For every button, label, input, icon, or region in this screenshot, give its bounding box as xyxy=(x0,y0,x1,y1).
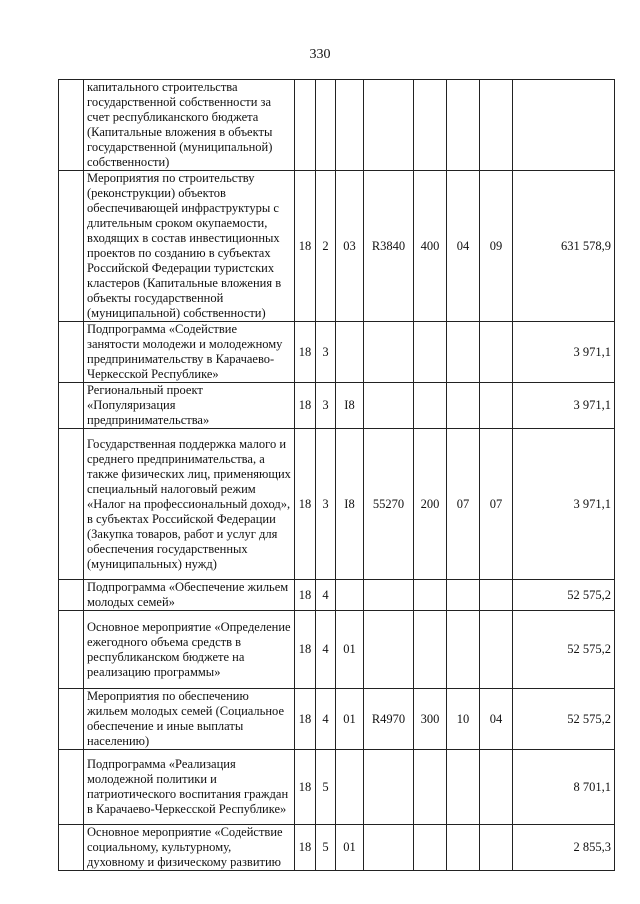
ministry-code-cell: 18 xyxy=(295,580,316,611)
subsection-cell: 07 xyxy=(480,429,513,580)
ministry-code-cell: 18 xyxy=(295,750,316,825)
table-row xyxy=(59,429,615,580)
ministry-code-cell: 18 xyxy=(295,171,316,322)
index-cell xyxy=(59,825,84,871)
subprogram-code-cell: 5 xyxy=(316,825,336,871)
amount-cell: 631 578,9 xyxy=(513,171,615,322)
table-row xyxy=(59,689,615,750)
direction-code-cell: R4970 xyxy=(364,689,414,750)
amount-cell: 8 701,1 xyxy=(513,750,615,825)
amount-cell: 3 971,1 xyxy=(513,429,615,580)
item-name-cell: Региональный проект «Популяризация предпринимательства» xyxy=(84,383,295,429)
activity-code-cell xyxy=(336,80,364,171)
table-row xyxy=(59,80,615,171)
expense-type-cell xyxy=(414,383,447,429)
ministry-code-cell: 18 xyxy=(295,825,316,871)
ministry-code-cell: 18 xyxy=(295,689,316,750)
subprogram-code-cell: 4 xyxy=(316,580,336,611)
subsection-cell xyxy=(480,750,513,825)
direction-code-cell: R3840 xyxy=(364,171,414,322)
subprogram-code-cell: 3 xyxy=(316,429,336,580)
expense-type-cell xyxy=(414,611,447,689)
amount-cell: 2 855,3 xyxy=(513,825,615,871)
index-cell xyxy=(59,750,84,825)
item-name-cell: Мероприятия по строительству (реконструкции) объектов обеспечивающей инфраструктуры с длительным сроком окупаемости, входящих в состав инвестиционных проектов по созданию в субъектах Российской Федерации туристских кластеров (Капитальные вложения в объекты государственной (муниципальной) собственности) xyxy=(84,171,295,322)
amount-cell: 3 971,1 xyxy=(513,383,615,429)
table-row xyxy=(59,750,615,825)
item-name-cell: капитального строительства государственной собственности за счет республиканского бюджета (Капитальные вложения в объекты государственной (муниципальной) собственности) xyxy=(84,80,295,171)
table-row xyxy=(59,171,615,322)
subsection-cell xyxy=(480,611,513,689)
index-cell xyxy=(59,171,84,322)
amount-cell xyxy=(513,80,615,171)
activity-code-cell: 01 xyxy=(336,689,364,750)
direction-code-cell xyxy=(364,322,414,383)
activity-code-cell xyxy=(336,580,364,611)
index-cell xyxy=(59,80,84,171)
activity-code-cell: I8 xyxy=(336,429,364,580)
expense-type-cell xyxy=(414,80,447,171)
ministry-code-cell xyxy=(295,80,316,171)
section-cell xyxy=(447,611,480,689)
expense-type-cell xyxy=(414,322,447,383)
section-cell xyxy=(447,580,480,611)
activity-code-cell: 01 xyxy=(336,611,364,689)
activity-code-cell xyxy=(336,322,364,383)
page-number: 330 xyxy=(309,47,331,62)
section-cell xyxy=(447,825,480,871)
table-row xyxy=(59,825,615,871)
activity-code-cell xyxy=(336,750,364,825)
direction-code-cell xyxy=(364,750,414,825)
table-row xyxy=(59,580,615,611)
expense-type-cell: 300 xyxy=(414,689,447,750)
direction-code-cell xyxy=(364,825,414,871)
section-cell xyxy=(447,750,480,825)
expense-type-cell: 400 xyxy=(414,171,447,322)
section-cell xyxy=(447,383,480,429)
activity-code-cell: I8 xyxy=(336,383,364,429)
budget-table xyxy=(58,79,615,871)
activity-code-cell: 03 xyxy=(336,171,364,322)
amount-cell: 52 575,2 xyxy=(513,580,615,611)
amount-cell: 52 575,2 xyxy=(513,689,615,750)
expense-type-cell xyxy=(414,750,447,825)
index-cell xyxy=(59,611,84,689)
subsection-cell xyxy=(480,383,513,429)
table-row xyxy=(59,322,615,383)
direction-code-cell xyxy=(364,80,414,171)
section-cell: 07 xyxy=(447,429,480,580)
ministry-code-cell: 18 xyxy=(295,383,316,429)
direction-code-cell xyxy=(364,383,414,429)
index-cell xyxy=(59,689,84,750)
expense-type-cell: 200 xyxy=(414,429,447,580)
subsection-cell xyxy=(480,322,513,383)
item-name-cell: Основное мероприятие «Содействие социальному, культурному, духовному и физическому развитию xyxy=(84,825,295,871)
index-cell xyxy=(59,322,84,383)
direction-code-cell xyxy=(364,580,414,611)
section-cell: 10 xyxy=(447,689,480,750)
direction-code-cell: 55270 xyxy=(364,429,414,580)
ministry-code-cell: 18 xyxy=(295,429,316,580)
item-name-cell: Государственная поддержка малого и среднего предпринимательства, а также физических лиц, применяющих специальный налоговый режим «Налог на профессиональный доход», в субъектах Российской Федерации (Закупка товаров, работ и услуг для обеспечения государственных (муниципальных) нужд) xyxy=(84,429,295,580)
ministry-code-cell: 18 xyxy=(295,611,316,689)
section-cell xyxy=(447,80,480,171)
expense-type-cell xyxy=(414,580,447,611)
subsection-cell: 04 xyxy=(480,689,513,750)
subprogram-code-cell: 2 xyxy=(316,171,336,322)
direction-code-cell xyxy=(364,611,414,689)
ministry-code-cell: 18 xyxy=(295,322,316,383)
subprogram-code-cell: 4 xyxy=(316,689,336,750)
table-row xyxy=(59,611,615,689)
subprogram-code-cell: 5 xyxy=(316,750,336,825)
subprogram-code-cell: 3 xyxy=(316,383,336,429)
section-cell: 04 xyxy=(447,171,480,322)
index-cell xyxy=(59,383,84,429)
subsection-cell xyxy=(480,580,513,611)
subsection-cell xyxy=(480,825,513,871)
item-name-cell: Подпрограмма «Содействие занятости молодежи и молодежному предпринимательству в Карачаево-Черкесской Республике» xyxy=(84,322,295,383)
item-name-cell: Основное мероприятие «Определение ежегодного объема средств в республиканском бюджете на реализацию программы» xyxy=(84,611,295,689)
subsection-cell xyxy=(480,80,513,171)
section-cell xyxy=(447,322,480,383)
amount-cell: 3 971,1 xyxy=(513,322,615,383)
subprogram-code-cell: 3 xyxy=(316,322,336,383)
index-cell xyxy=(59,580,84,611)
amount-cell: 52 575,2 xyxy=(513,611,615,689)
index-cell xyxy=(59,429,84,580)
expense-type-cell xyxy=(414,825,447,871)
item-name-cell: Подпрограмма «Реализация молодежной политики и патриотического воспитания граждан в Карачаево-Черкесской Республике» xyxy=(84,750,295,825)
activity-code-cell: 01 xyxy=(336,825,364,871)
table-row xyxy=(59,383,615,429)
item-name-cell: Подпрограмма «Обеспечение жильем молодых семей» xyxy=(84,580,295,611)
subprogram-code-cell xyxy=(316,80,336,171)
subprogram-code-cell: 4 xyxy=(316,611,336,689)
item-name-cell: Мероприятия по обеспечению жильем молодых семей (Социальное обеспечение и иные выплаты населению) xyxy=(84,689,295,750)
subsection-cell: 09 xyxy=(480,171,513,322)
